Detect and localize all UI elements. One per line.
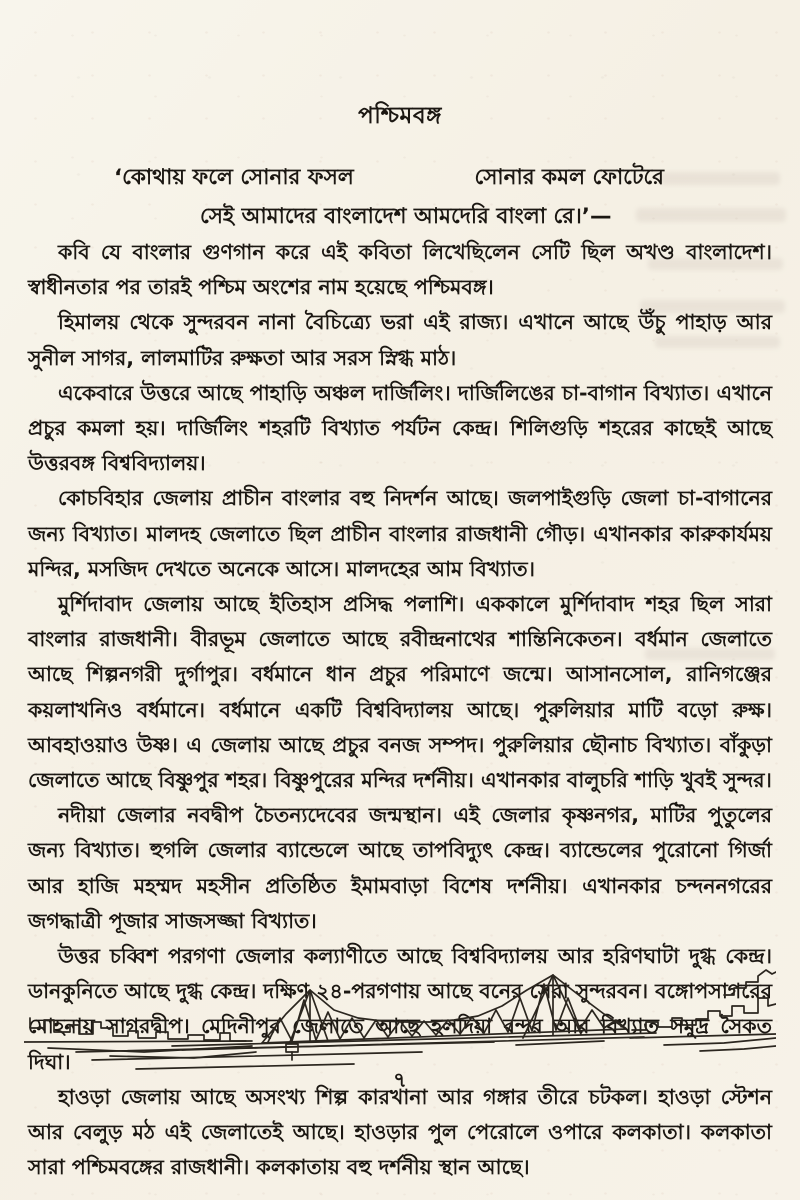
body-paragraph: উত্তর চব্বিশ পরগণা জেলার কল্যাণীতে আছে বিশ্ববিদ্যালয় আর হরিণঘাটা দুগ্ধ কেন্দ্র। ডানকুনিতে আছে দুগ্ধ কেন্দ্র। দক্ষিণ ২৪-পরগণায় আছে বনের সেরা সুন্দরবন। বঙ্গোপসাগরের মোহনায় সাগরদ্বীপ। মেদিনীপুর জেলাতে আছে হলদিয়া বন্দর আর বিখ্যাত সমুদ্র সৈকত দিঘা।: [28, 944, 772, 1074]
howrah-bridge-illustration: [24, 948, 776, 1083]
body-paragraph: হাওড়া জেলায় আছে অসংখ্য শিল্প কারখানা আর গঙ্গার তীরে চটকল। হাওড়া স্টেশন আর বেলুড় মঠ এই জেলাতেই আছে। হাওড়ার পুল পেরোলে ওপারে কলকাতা। কলকাতা সারা পশ্চিমবঙ্গের রাজধানী। কলকাতায় বহু দর্শনীয় স্থান আছে।: [28, 1084, 772, 1180]
body-paragraph: একেবারে উত্তরে আছে পাহাড়ি অঞ্চল দার্জিলিং। দার্জিলিঙের চা-বাগান বিখ্যাত। এখানে প্রচুর কমলা হয়। দার্জিলিং শহরটি বিখ্যাত পর্যটন কেন্দ্র। শিলিগুড়ি শহরের কাছেই আছে উত্তরবঙ্গ বিশ্ববিদ্যালয়।: [28, 380, 772, 476]
page-title: পশ্চিমবঙ্গ: [358, 103, 442, 129]
verse-line-1: [28, 158, 772, 197]
verse-block: [28, 158, 772, 236]
verse-line-2: সেই আমাদের বাংলাদেশ আমদেরি বাংলা রে।’—: [200, 204, 612, 229]
verse-line-1-left: ‘কোথায় ফলে সোনার ফসল: [114, 165, 354, 190]
body-paragraph: নদীয়া জেলার নবদ্বীপ চৈতন্যদেবের জন্মস্থান। এই জেলার কৃষ্ণনগর, মাটির পুতুলের জন্য বিখ্যাত। হুগলি জেলার ব্যান্ডেলে আছে তাপবিদ্যুৎ কেন্দ্র। ব্যান্ডেলের পুরোনো গির্জা আর হাজি মহম্মদ মহসীন প্রতিষ্ঠিত ইমামবাড়া বিশেষ দর্শনীয়। এখানকার চন্দননগরের জগদ্ধাত্রী পূজার সাজসজ্জা বিখ্যাত।: [28, 803, 772, 933]
page-number: ৭: [393, 1068, 407, 1092]
body-paragraph: হিমালয় থেকে সুন্দরবন নানা বৈচিত্র্যে ভরা এই রাজ্য। এখানে আছে উঁচু পাহাড় আর সুনীল সাগর, লালমাটির রুক্ষতা আর সরস স্নিগ্ধ মাঠ।: [28, 310, 772, 370]
body-paragraph: কোচবিহার জেলায় প্রাচীন বাংলার বহু নিদর্শন আছে। জলপাইগুড়ি জেলা চা-বাগানের জন্য বিখ্যাত। মালদহ জেলাতে ছিল প্রাচীন বাংলার রাজধানী গৌড়। এখানকার কারুকার্যময় মন্দির, মসজিদ দেখতে অনেকে আসে। মালদহের আম বিখ্যাত।: [28, 486, 772, 581]
body-paragraph: কবি যে বাংলার গুণগান করে এই কবিতা লিখেছিলেন সেটি ছিল অখণ্ড বাংলাদেশ। স্বাধীনতার পর তারই পশ্চিম অংশের নাম হয়েছে পশ্চিমবঙ্গ।: [28, 240, 772, 300]
body-paragraph: মুর্শিদাবাদ জেলায় আছে ইতিহাস প্রসিদ্ধ পলাশি। এককালে মুর্শিদাবাদ শহর ছিল সারা বাংলার রাজধানী। বীরভূম জেলাতে আছে রবীন্দ্রনাথের শান্তিনিকেতন। বর্ধমান জেলাতে আছে শিল্পনগরী দুর্গাপুর। বর্ধমানে ধান প্রচুর পরিমাণে জন্মে। আসানসোল, রানিগঞ্জের কয়লাখনিও বর্ধমানে। বর্ধমানে একটি বিশ্ববিদ্যালয় আছে। পুরুলিয়ার মাটি বড়ো রুক্ষ। আবহাওয়াও উষ্ণ। এ জেলায় আছে প্রচুর বনজ সম্পদ। পুরুলিয়ার ছৌনাচ বিখ্যাত। বাঁকুড়া জেলাতে আছে বিষ্ণুপুর শহর। বিষ্ণুপুরের মন্দির দর্শনীয়। এখানকার বালুচরি শাড়ি খুবই সুন্দর।: [28, 592, 772, 793]
verse-line-1-right: সোনার কমল ফোটেরে: [474, 165, 664, 190]
